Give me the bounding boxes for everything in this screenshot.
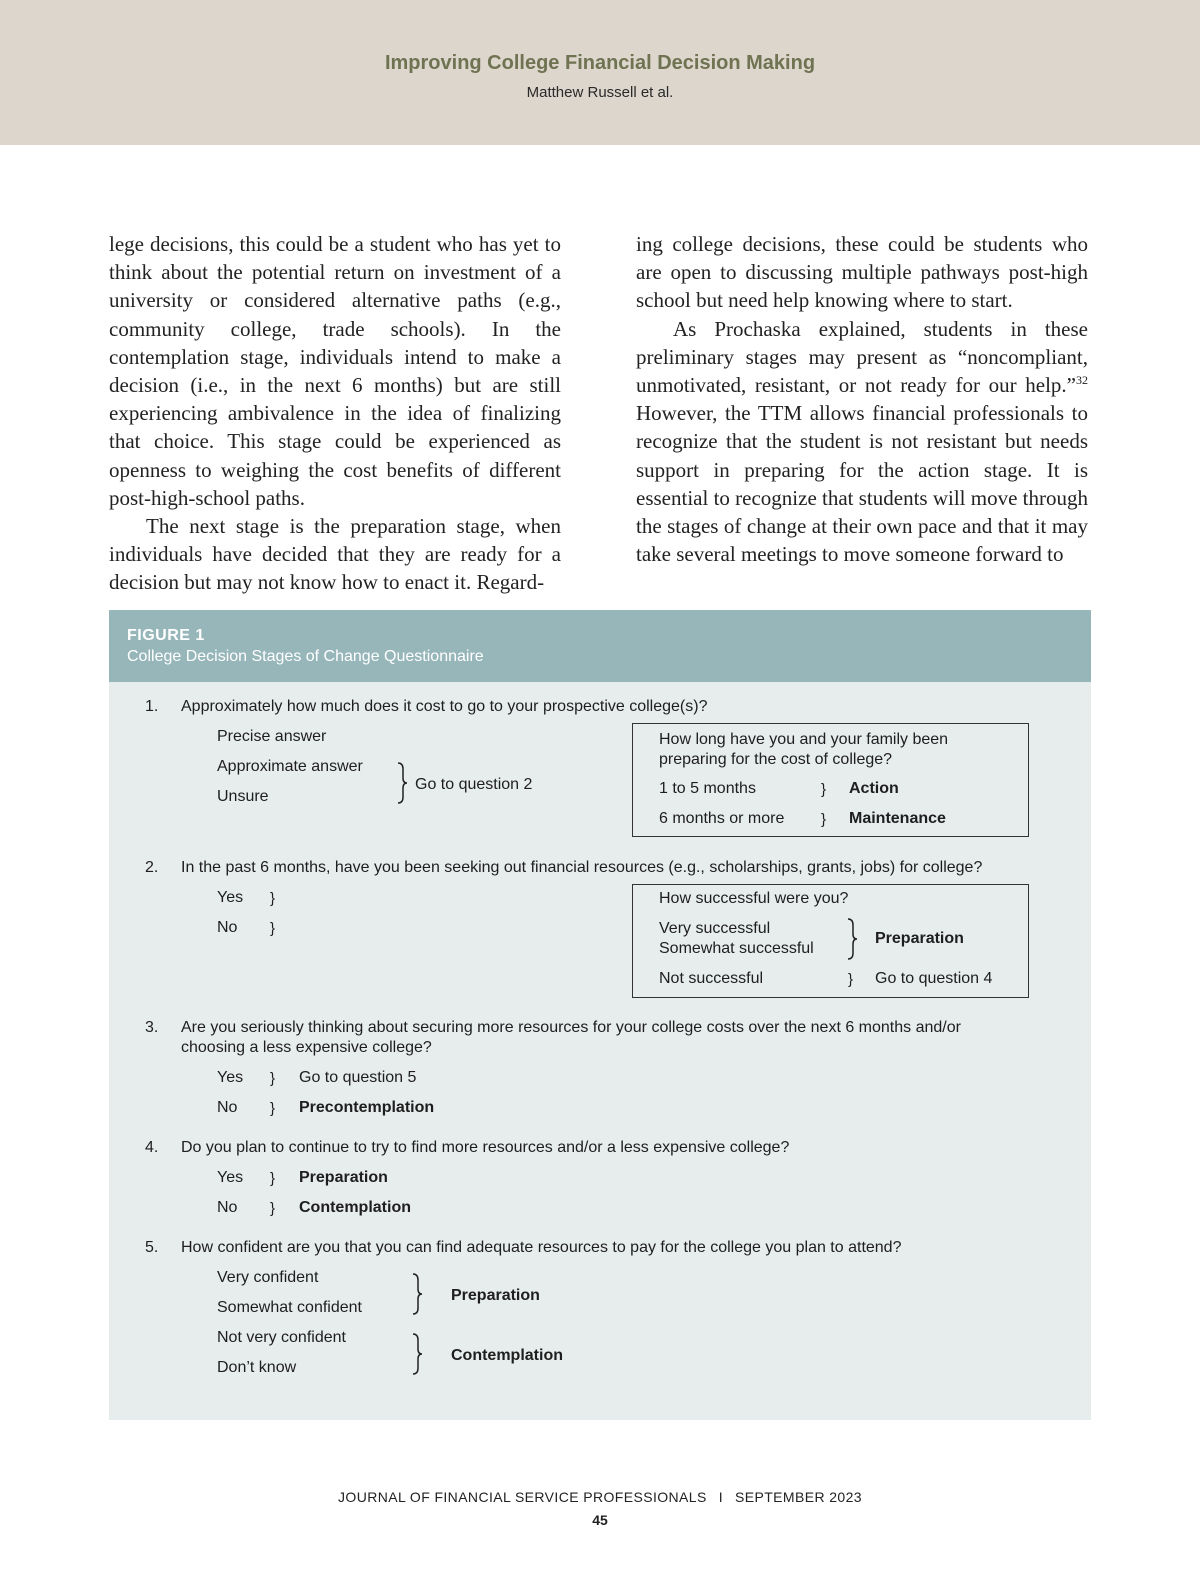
answer-option: Not very confident <box>217 1329 346 1346</box>
answer-option: 6 months or more <box>659 810 785 827</box>
figure-header <box>109 610 1091 682</box>
body-column-right <box>636 230 1088 568</box>
brace-icon: } <box>270 1170 276 1187</box>
brace-icon <box>411 1333 423 1375</box>
stage-result: Preparation <box>299 1169 388 1186</box>
footer-separator: I <box>718 1489 723 1505</box>
answer-option: No <box>217 1199 238 1216</box>
brace-icon: } <box>848 971 854 988</box>
paragraph: ing college decisions, these could be students who are open to discussing multiple pathways post-high school but need help knowing where to start. <box>636 232 1088 313</box>
paragraph <box>636 315 1088 569</box>
brace-icon: } <box>821 811 827 828</box>
answer-option: Yes <box>217 1069 244 1086</box>
question-text: Approximately how much does it cost to go to your prospective college(s)? <box>181 698 708 715</box>
brace-icon <box>396 762 408 804</box>
brace-icon: } <box>270 890 276 907</box>
stage-result: Preparation <box>875 930 964 947</box>
goto-instruction: Go to question 5 <box>299 1069 417 1086</box>
brace-icon: } <box>270 1100 276 1117</box>
answer-option: Somewhat successful <box>659 940 814 957</box>
brace-icon <box>411 1273 423 1315</box>
question-text: Are you seriously thinking about securing more resources for your college costs over the next 6 months and/or <box>181 1019 961 1036</box>
answer-option: Approximate answer <box>217 758 363 775</box>
journal-name: JOURNAL OF FINANCIAL SERVICE PROFESSIONALS <box>338 1489 707 1505</box>
goto-instruction: Go to question 4 <box>875 970 993 987</box>
brace-icon: } <box>270 1070 276 1087</box>
answer-option: Yes <box>217 889 244 906</box>
answer-option: Don’t know <box>217 1359 297 1376</box>
answer-option: Very confident <box>217 1269 319 1286</box>
question-text: How confident are you that you can find adequate resources to pay for the college you plan to attend? <box>181 1239 902 1256</box>
question-text: In the past 6 months, have you been seeking out financial resources (e.g., scholarships, grants, jobs) for college? <box>181 859 983 876</box>
stage-result: Contemplation <box>451 1347 563 1364</box>
question-number: 4. <box>145 1139 159 1156</box>
answer-option: Somewhat confident <box>217 1299 362 1316</box>
answer-option: No <box>217 1099 238 1116</box>
footer-journal-line <box>0 1489 1200 1505</box>
figure-label: FIGURE 1 <box>127 627 205 644</box>
question-number: 3. <box>145 1019 159 1036</box>
issue-date: SEPTEMBER 2023 <box>735 1489 862 1505</box>
followup-question: How long have you and your family been preparing for the cost of college? <box>659 731 949 768</box>
question-text: choosing a less expensive college? <box>181 1039 432 1056</box>
answer-option: Unsure <box>217 788 269 805</box>
stage-result: Contemplation <box>299 1199 411 1216</box>
goto-instruction: Go to question 2 <box>415 776 533 793</box>
stage-result: Preparation <box>451 1287 540 1304</box>
paragraph: The next stage is the preparation stage, when individuals have decided that they are ready for a decision but may not know how to enact it. Regard- <box>109 514 561 595</box>
running-title: Improving College Financial Decision Making <box>384 52 816 74</box>
question-text: Do you plan to continue to try to find more resources and/or a less expensive college? <box>181 1139 790 1156</box>
footnote-ref[interactable]: 32 <box>1076 373 1088 388</box>
followup-box <box>632 723 1029 837</box>
brace-icon <box>846 918 858 960</box>
question-number: 1. <box>145 698 159 715</box>
stage-result: Action <box>849 780 899 797</box>
answer-option: Precise answer <box>217 728 327 745</box>
body-column-left <box>109 230 561 597</box>
running-authors: Matthew Russell et al. <box>526 84 674 101</box>
figure-1 <box>109 610 1091 1420</box>
stage-result: Maintenance <box>849 810 946 827</box>
paragraph: lege decisions, this could be a student who has yet to think about the potential return on investment of a university or considered alternative paths (e.g., community college, trade schools). In the contemplation stage, individuals intend to make a decision (i.e., in the next 6 months) but are still experiencing ambivalence in the idea of finalizing that choice. This stage could be experienced as openness to weighing the cost benefits of different post-high-school paths. <box>109 232 561 510</box>
brace-icon: } <box>821 781 827 798</box>
figure-caption: College Decision Stages of Change Questionnaire <box>127 648 484 665</box>
followup-box <box>632 884 1029 998</box>
page-number: 45 <box>592 1512 608 1528</box>
answer-option: Not successful <box>659 970 764 987</box>
stage-result: Precontemplation <box>299 1099 435 1116</box>
answer-option: No <box>217 919 238 936</box>
brace-icon: } <box>270 920 276 937</box>
paragraph-text: However, the TTM allows financial professionals to recognize that the student is not resistant but needs support in preparing for the action stage. It is essential to recognize that students will move through the stages of change at their own pace and that it may take several meetings to move someone forward to <box>636 401 1088 567</box>
followup-question: How successful were you? <box>659 890 849 907</box>
answer-option: 1 to 5 months <box>659 780 756 797</box>
answer-option: Very successful <box>659 920 771 937</box>
brace-icon: } <box>270 1200 276 1217</box>
paragraph-text: As Prochaska explained, students in these preliminary stages may present as “noncompliant, unmotivated, resistant, or not ready for our help.” <box>636 316 1088 398</box>
question-number: 2. <box>145 859 159 876</box>
question-number: 5. <box>145 1239 159 1256</box>
answer-option: Yes <box>217 1169 244 1186</box>
